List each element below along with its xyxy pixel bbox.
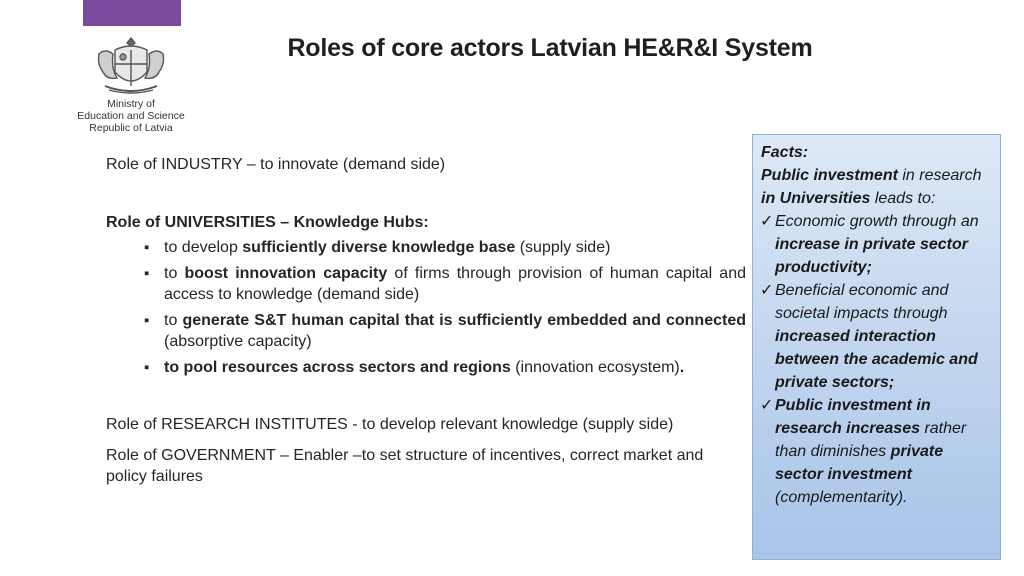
- list-item: ▪ to pool resources across sectors and regions (innovation ecosystem).: [164, 357, 746, 378]
- universities-heading: Role of UNIVERSITIES – Knowledge Hubs:: [106, 214, 429, 231]
- list-item: ▪ to boost innovation capacity of firms through provision of human capital and access to knowledge (demand side): [164, 263, 746, 305]
- government-role: Role of GOVERNMENT – Enabler –to set structure of incentives, correct market and policy failures: [106, 447, 704, 485]
- coat-of-arms-icon: [91, 34, 171, 96]
- logo-line-2: Education and Science: [77, 110, 185, 122]
- facts-item: ✓ Economic growth through an increase in private sector productivity;: [775, 210, 992, 279]
- facts-item: ✓ Beneficial economic and societal impacts through increased interaction between the academic and private sectors;: [775, 279, 992, 394]
- facts-box: [752, 134, 1001, 560]
- facts-item: ✓ Public investment in research increases rather than diminishes private sector investment (complementarity).: [775, 394, 992, 509]
- universities-list: [106, 237, 746, 378]
- logo-line-3: Republic of Latvia: [89, 122, 173, 134]
- main-content: [106, 150, 746, 487]
- list-item: ▪ to develop sufficiently diverse knowledge base (supply side): [164, 237, 746, 258]
- page-title: Roles of core actors Latvian HE&R&I System: [287, 34, 813, 62]
- industry-role: Role of INDUSTRY – to innovate (demand side): [106, 156, 446, 173]
- facts-heading: Facts:: [761, 144, 809, 161]
- facts-list: [761, 210, 992, 509]
- facts-intro: Public investment in research in Universities leads to:: [761, 167, 982, 207]
- ministry-logo: [56, 34, 206, 134]
- research-institutes-role: Role of RESEARCH INSTITUTES - to develop relevant knowledge (supply side): [106, 416, 674, 433]
- accent-bar: [83, 0, 181, 26]
- list-item: ▪ to generate S&T human capital that is sufficiently embedded and connected (absorptive capacity): [164, 310, 746, 352]
- logo-line-1: Ministry of: [107, 98, 155, 110]
